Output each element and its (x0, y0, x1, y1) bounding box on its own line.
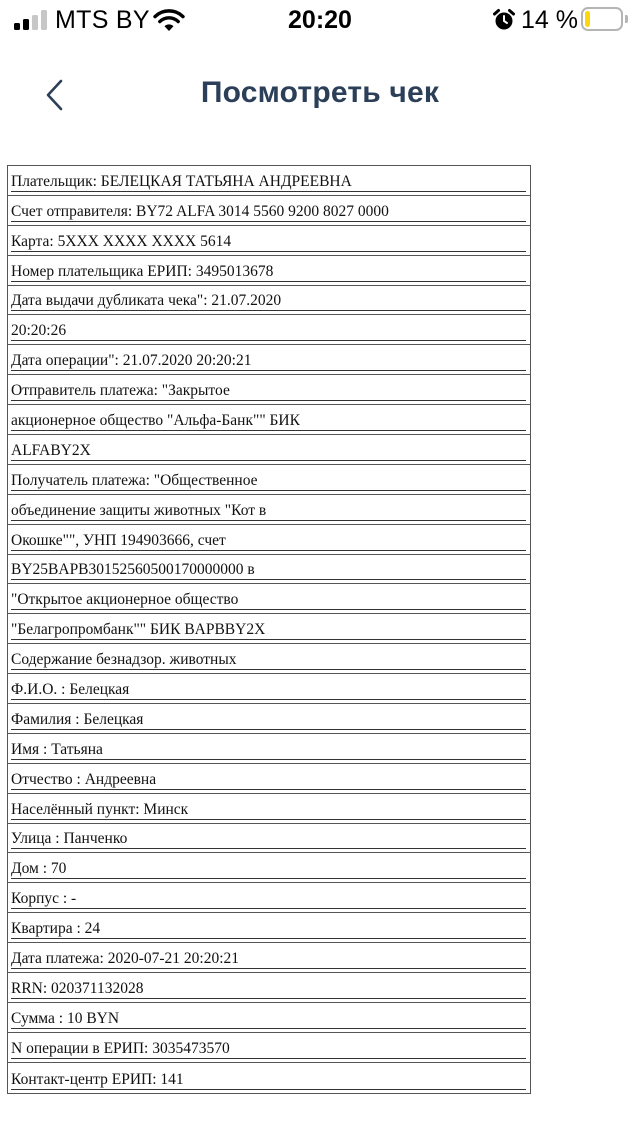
receipt-row (8, 1003, 530, 1033)
receipt-row (8, 495, 530, 525)
receipt-row (8, 764, 530, 794)
receipt-line-text: Карта: 5XXX XXXX XXXX 5614 (11, 233, 526, 252)
receipt-row (8, 555, 530, 585)
receipt-line-text: Отчество : Андреевна (11, 771, 526, 790)
receipt-line-text: акционерное общество "Альфа-Банк"" БИК (11, 412, 526, 431)
receipt-line-text: объединение защиты животных "Кот в (11, 502, 526, 521)
receipt-row (8, 1033, 530, 1063)
receipt-line-text: N операции в ЕРИП: 3035473570 (11, 1040, 526, 1059)
receipt-line-text: 20:20:26 (11, 322, 526, 341)
receipt-row (8, 166, 530, 196)
battery-icon (581, 7, 623, 31)
receipt-row (8, 584, 530, 614)
receipt-row (8, 943, 530, 973)
receipt-line-text: Содержание безнадзор. животных (11, 651, 526, 670)
receipt-row (8, 226, 530, 256)
receipt-row (8, 883, 530, 913)
receipt-row (8, 614, 530, 644)
receipt-line-text: Корпус : - (11, 890, 526, 909)
receipt-line-text: Окошке"", УНП 194903666, счет (11, 532, 526, 551)
receipt-row (8, 375, 530, 405)
receipt-line-text: Дата операции": 21.07.2020 20:20:21 (11, 352, 526, 371)
battery-percent: 14 % (521, 6, 578, 34)
receipt-line-text: Квартира : 24 (11, 920, 526, 939)
battery-cap (625, 15, 628, 23)
receipt-line-text: Улица : Панченко (11, 830, 526, 849)
receipt-row (8, 853, 530, 883)
receipt-line-text: Отправитель платежа: "Закрытое (11, 382, 526, 401)
receipt-row (8, 345, 530, 375)
receipt-line-text: RRN: 020371132028 (11, 980, 526, 999)
receipt-line-text: Контакт-центр ЕРИП: 141 (11, 1071, 526, 1090)
receipt-row (8, 644, 530, 674)
receipt-row (8, 794, 530, 824)
receipt-line-text: ALFABY2X (11, 442, 526, 461)
receipt-line-text: Имя : Татьяна (11, 741, 526, 760)
receipt-row (8, 913, 530, 943)
receipt-row (8, 435, 530, 465)
receipt-line-text: Получатель платежа: "Общественное (11, 472, 526, 491)
receipt-row (8, 525, 530, 555)
status-bar (0, 0, 640, 40)
receipt-table (7, 165, 531, 1094)
receipt-line-text: Ф.И.О. : Белецкая (11, 681, 526, 700)
receipt-row (8, 674, 530, 704)
receipt-line-text: Сумма : 10 BYN (11, 1010, 526, 1029)
alarm-clock-icon (492, 8, 516, 32)
receipt-line-text: Дата платежа: 2020-07-21 20:20:21 (11, 950, 526, 969)
receipt-row (8, 734, 530, 764)
receipt-row (8, 973, 530, 1003)
receipt-row (8, 286, 530, 316)
receipt-line-text: Дом : 70 (11, 860, 526, 879)
receipt-line-text: Дата выдачи дубликата чека": 21.07.2020 (11, 292, 526, 311)
page-title: Посмотреть чек (200, 76, 440, 109)
receipt-row (8, 256, 530, 286)
carrier-name: MTS BY (55, 6, 150, 34)
receipt-line-text: Номер плательщика ЕРИП: 3495013678 (11, 263, 526, 282)
receipt-line-text: Плательщик: БЕЛЕЦКАЯ ТАТЬЯНА АНДРЕЕВНА (11, 173, 526, 192)
battery-level-fill (585, 11, 590, 27)
receipt-row (8, 1063, 530, 1093)
receipt-row (8, 196, 530, 226)
receipt-line-text: Счет отправителя: BY72 ALFA 3014 5560 9200 8027 0000 (11, 203, 526, 222)
receipt-row (8, 465, 530, 495)
receipt-row (8, 824, 530, 854)
receipt-line-text: BY25BAPB30152560500170000000 в (11, 561, 526, 580)
clock-time: 20:20 (288, 6, 352, 34)
receipt-row (8, 315, 530, 345)
receipt-line-text: Фамилия : Белецкая (11, 711, 526, 730)
receipt-row (8, 704, 530, 734)
receipt-line-text: "Белагропромбанк"" БИК BAPBBY2X (11, 621, 526, 640)
receipt-line-text: "Открытое акционерное общество (11, 591, 526, 610)
receipt-row (8, 405, 530, 435)
receipt-line-text: Населённый пункт: Минск (11, 801, 526, 820)
